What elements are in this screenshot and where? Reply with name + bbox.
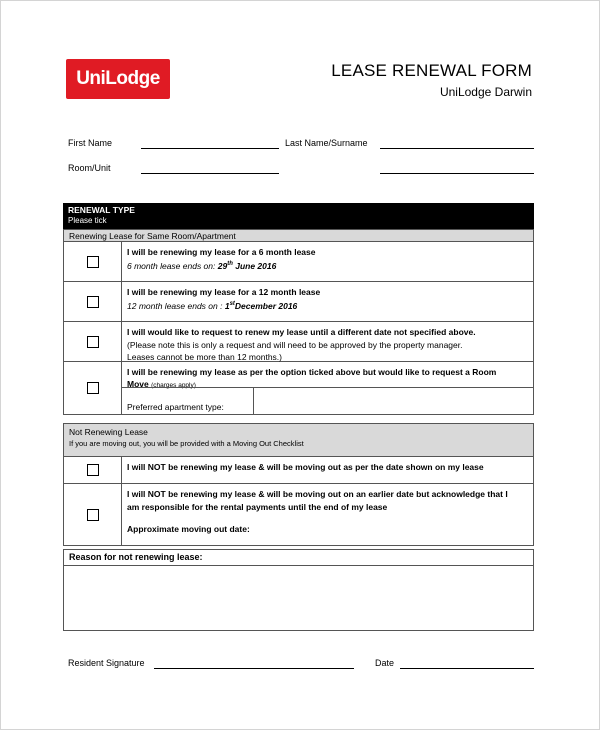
not-renewing-earlier-date-label-2: am responsible for the rental payments until the end of my lease (127, 502, 388, 512)
reason-box (63, 549, 534, 631)
option-different-date-note-2: Leases cannot be more than 12 months.) (127, 352, 282, 362)
option-6-month-end-date (127, 258, 528, 272)
not-renewing-lease-date-text (127, 461, 528, 473)
renewal-type-header (63, 203, 534, 229)
not-renewing-title: Not Renewing Lease (69, 427, 148, 437)
checkbox-room-move[interactable] (87, 382, 99, 394)
preferred-apartment-input[interactable] (254, 388, 533, 414)
signature-field[interactable] (154, 668, 354, 669)
checkbox-cell (64, 322, 122, 361)
form-title: LEASE RENEWAL FORM (331, 61, 532, 80)
checkbox-cell (64, 362, 122, 414)
first-name-label: First Name (68, 138, 113, 148)
renewal-type-instruction: Please tick (68, 216, 107, 225)
option-12-month-text (127, 286, 528, 312)
end-date-suffix: th (227, 261, 233, 267)
checkbox-cell (64, 484, 122, 545)
reason-textarea[interactable] (64, 567, 533, 630)
option-12-month-end-date (127, 298, 528, 312)
option-different-date-label: I will would like to request to renew my lease until a different date not specified above. (127, 327, 476, 337)
checkbox-not-renewing-lease-date[interactable] (87, 464, 99, 476)
renewal-option-12-month (63, 282, 534, 322)
checkbox-cell (64, 282, 122, 321)
renewal-option-different-date (63, 322, 534, 362)
not-renewing-lease-date-label: I will NOT be renewing my lease & will be moving out as per the date shown on my lease (127, 462, 484, 472)
renewal-type-title: RENEWAL TYPE (68, 205, 135, 215)
preferred-apartment-label: Preferred apartment type: (127, 402, 224, 412)
not-renewing-option-earlier-date (63, 484, 534, 546)
charges-apply-note: (charges apply) (151, 382, 196, 389)
checkbox-cell (64, 457, 122, 483)
reason-label: Reason for not renewing lease: (64, 550, 533, 566)
renewal-option-room-move (63, 362, 534, 415)
date-field[interactable] (400, 668, 534, 669)
not-renewing-earlier-date-text (127, 488, 528, 536)
end-date-value (218, 261, 277, 271)
date-label: Date (375, 658, 395, 668)
last-name-field[interactable] (380, 148, 534, 149)
end-date-day: 1 (224, 300, 230, 311)
signature-label: Resident Signature (68, 658, 145, 668)
renewal-option-6-month (63, 242, 534, 282)
option-12-month-label: I will be renewing my lease for a 12 month lease (127, 287, 321, 297)
end-date-suffix: st (229, 301, 235, 307)
not-renewing-section-bar (63, 423, 534, 457)
preferred-apartment-box (122, 387, 533, 414)
end-date-month-year: June 2016 (232, 260, 277, 271)
form-subtitle: UniLodge Darwin (439, 85, 532, 99)
room-unit-label: Room/Unit (68, 163, 111, 173)
option-different-date-note: (Please note this is only a request and will need to be approved by the property manager. (127, 339, 463, 350)
option-different-date-text (127, 326, 528, 364)
end-date-prefix: 6 month lease ends on: (127, 260, 218, 271)
checkbox-cell (64, 242, 122, 281)
checkbox-different-date[interactable] (87, 336, 99, 348)
room-move-word: Move (127, 379, 149, 389)
room-unit-field[interactable] (141, 173, 279, 174)
not-renewing-option-lease-date (63, 457, 534, 484)
end-date-prefix: 12 month lease ends on : (127, 300, 225, 311)
same-room-label: Renewing Lease for Same Room/Apartment (69, 231, 236, 241)
first-name-field[interactable] (141, 148, 279, 149)
last-name-label: Last Name/Surname (285, 138, 368, 148)
checkbox-6-month[interactable] (87, 256, 99, 268)
same-room-section-bar (63, 229, 534, 242)
not-renewing-subtitle: If you are moving out, you will be provided with a Moving Out Checklist (69, 439, 304, 448)
option-6-month-text (127, 246, 528, 272)
option-room-move-label: I will be renewing my lease as per the option ticked above but would like to request a Room (127, 367, 497, 377)
end-date-day: 29 (217, 260, 228, 271)
end-date-value (225, 301, 297, 311)
checkbox-12-month[interactable] (87, 296, 99, 308)
room-unit-extra-field[interactable] (380, 173, 534, 174)
logo-text-lodge: Lodge (105, 68, 160, 89)
approx-moving-out-label: Approximate moving out date: (127, 524, 250, 534)
logo-text-uni: Uni (76, 68, 106, 89)
end-date-month-year: December 2016 (234, 300, 298, 311)
unilodge-logo (66, 59, 170, 99)
option-6-month-label: I will be renewing my lease for a 6 month lease (127, 247, 316, 257)
checkbox-not-renewing-earlier-date[interactable] (87, 509, 99, 521)
not-renewing-earlier-date-label: I will NOT be renewing my lease & will be moving out on an earlier date but acknowledge that I (127, 489, 508, 499)
